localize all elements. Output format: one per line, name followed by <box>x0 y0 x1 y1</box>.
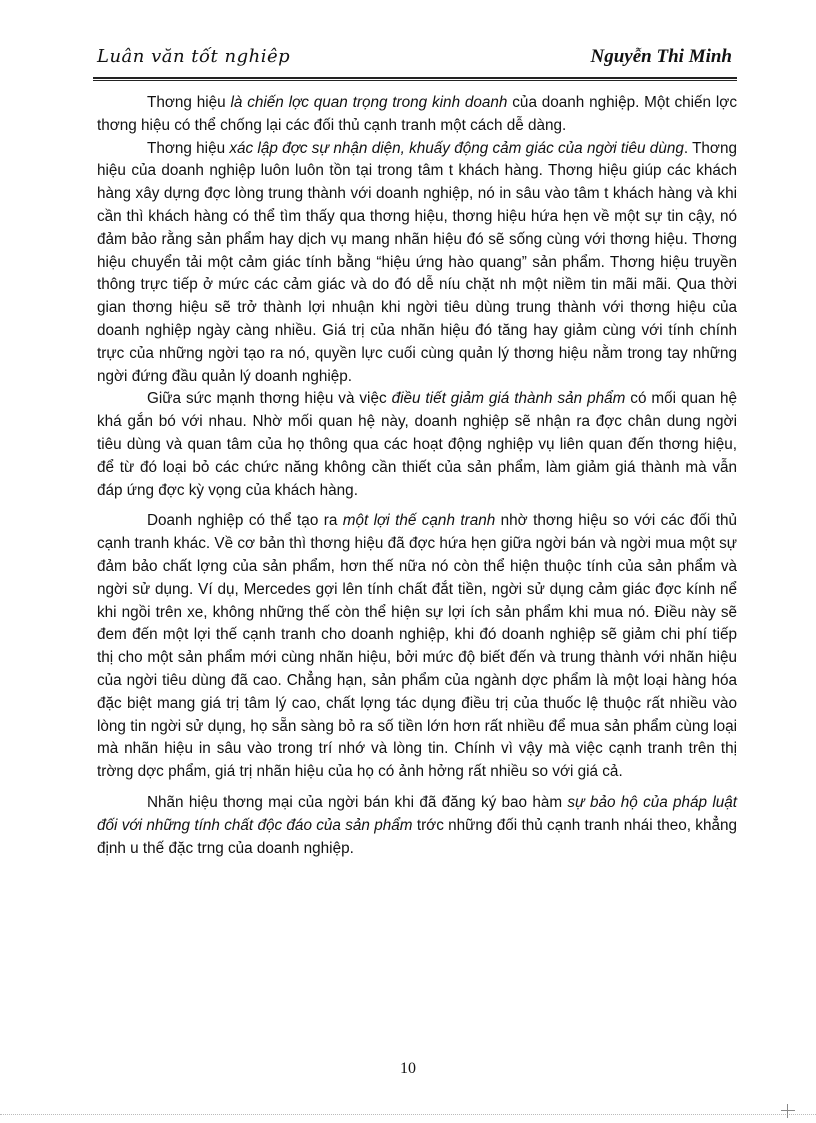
paragraph-text: Doanh nghiệp có thể tạo ra <box>147 512 343 530</box>
header-author-name: Nguyễn Thi Minh <box>590 46 732 67</box>
paragraph-text: trớc những đối thủ cạnh tranh nhái theo, khẳng định u thế đặc trng của doanh nghiệp. <box>97 816 737 857</box>
paragraph-text: Nhãn hiệu thơng mại của ngời bán khi đã đăng ký bao hàm <box>147 793 568 811</box>
paragraph-3 <box>97 388 737 502</box>
paragraph-emphasis: điều tiết giảm giá thành sản phẩm <box>391 390 626 408</box>
paragraph-4 <box>97 510 737 784</box>
header-divider <box>93 77 737 81</box>
paragraph-text: có mối quan hệ khá gắn bó với nhau. Nhờ mối quan hệ này, doanh nghiệp sẽ nhận ra đợc chân dung ngời tiêu dùng và quan tâm của họ thông qua các hoạt động nghiệp vụ liên quan đến thơng hiệu, để từ đó loại bỏ các chức năng không cần thiết của sản phẩm, làm giảm giá thành mà vẫn đáp ứng đợc kỳ vọng của khách hàng. <box>97 390 737 499</box>
paragraph-1 <box>97 92 737 138</box>
paragraph-2 <box>97 138 737 389</box>
paragraph-emphasis: một lợi thế cạnh tranh <box>342 512 496 530</box>
document-body <box>97 92 737 860</box>
crop-mark-icon <box>781 1104 795 1118</box>
paragraph-emphasis: là chiến lợc quan trọng trong kinh doanh <box>230 94 508 111</box>
page-number: 10 <box>400 1060 416 1077</box>
paragraph-text: nhờ thơng hiệu so với các đối thủ cạnh tranh khác. Về cơ bản thì thơng hiệu đã đợc hứa hẹn giữa ngời bán và ngời mua một sự đảm bảo chất lợng của sản phẩm, hơn thế nữa nó còn thể hiện thuộc tính của sản phẩm và ngời sử dụng. Ví dụ, Mercedes gợi lên tính chất đắt tiền, ngời sử dụng cảm giác đợc kính nể khi ngồi trên xe, không những thế còn thể hiện sự lợi ích sản phẩm khi mua nó. Điều này sẽ đem đến một lợi thế cạnh tranh cho doanh nghiệp, khi đó doanh nghiệp sẽ giảm chi phí tiếp thị cho một sản phẩm mới cùng nhãn hiệu, bởi mức độ biết đến và trung thành với nhãn hiệu của ngời tiêu dùng đã cao. Chẳng hạn, sản phẩm của ngành dợc phẩm là một loại hàng hóa đặc biệt mang giá trị tâm lý cao, chất lợng tác dụng điều trị của thuốc lệ thuộc rất nhiều vào lòng tin ngời sử dụng, họ sẵn sàng bỏ ra số tiền lớn hơn rất nhiều để mua sản phẩm cùng loại mà nhãn hiệu in sâu vào trong trí nhớ và lòng tin. Chính vì vậy mà việc cạnh tranh trên thị trờng dợc phẩm, giá trị nhãn hiệu của họ có ảnh hởng rất nhiều so với giá cả. <box>97 512 737 781</box>
header-left-title: Luân văn tốt nghiêp <box>97 46 291 67</box>
paragraph-text: . Thơng hiệu của doanh nghiệp luôn luôn tồn tại trong tâm t khách hàng. Thơng hiệu giúp các khách hàng xây dựng đợc lòng trung thành với doanh nghiệp, nó in sâu vào tâm t khách hàng và khi cần thì khách hàng có thể tìm thấy qua thơng hiệu, thơng hiệu hứa hẹn về một sự tin cậy, nó đảm bảo rằng sản phẩm hay dịch vụ mang nhãn hiệu đó sẽ sống cùng với thơng hiệu. Thơng hiệu chuyển tải một cảm giác tính bằng “hiệu ứng hào quang” sản phẩm. Thơng hiệu truyền thông trực tiếp ở mức các cảm giác và do đó dễ níu chặt nh một niềm tin mãi mãi. Qua thời gian thơng hiệu sẽ trở thành lợi nhuận khi ngời tiêu dùng trung thành với thơng hiệu của doanh nghiệp ngày càng nhiều. Giá trị của nhãn hiệu đó tăng hay giảm cùng với tính chính trực của những ngời tạo ra nó, quyền lực cuối cùng quản lý thơng hiệu nằm trong tay những ngời đứng đầu quản lý doanh nghiệp. <box>97 139 737 385</box>
paragraph-text: Giữa sức mạnh thơng hiệu và việc <box>147 390 392 408</box>
paragraph-text: Thơng hiệu <box>147 139 230 157</box>
paragraph-emphasis: xác lập đợc sự nhận diện, khuấy động cảm giác của ngời tiêu dùng <box>229 139 684 157</box>
paragraph-emphasis: sự bảo hộ của pháp luật đối với những tính chất độc đáo của sản phẩm <box>97 793 737 834</box>
paragraph-text: của doanh nghiệp. Một chiến lợc thơng hiệu có thể chống lại các đối thủ cạnh tranh một cách dễ dàng. <box>97 94 737 134</box>
paragraph-5 <box>97 792 737 860</box>
page-bottom-dotted-line <box>0 1114 816 1115</box>
paragraph-text: Thơng hiệu <box>147 94 231 111</box>
